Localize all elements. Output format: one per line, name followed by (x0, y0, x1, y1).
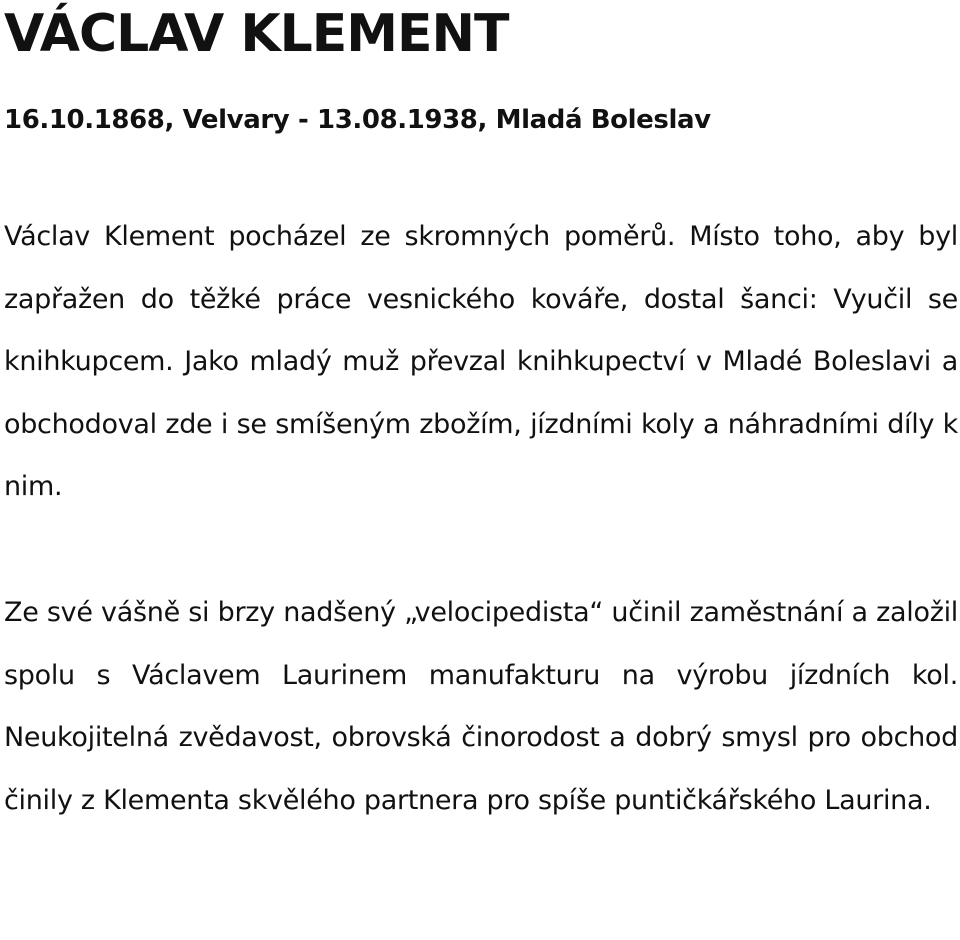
paragraph-1: Václav Klement pocházel ze skromných poměrů. Místo toho, aby byl zapřažen do těžké práce vesnického kováře, dostal šanci: Vyučil se knihkupcem. Jako mladý muž převzal knihkupectví v Mladé Boleslavi a obchodoval zde i se smíšeným zbožím, jízdními koly a náhradními díly k nim. (4, 221, 958, 502)
life-dates: 16.10.1868, Velvary - 13.08.1938, Mladá Boleslav (4, 105, 711, 135)
paragraph-2: Ze své vášně si brzy nadšený „velocipedista“ učinil zaměstnání a založil spolu s Václavem Laurinem manufakturu na výrobu jízdních kol. Neukojitelná zvědavost, obrovská činorodost a dobrý smysl pro obchod činily z Klementa skvělého partnera pro spíše puntičkářského Laurina. (4, 597, 958, 816)
page-title: VÁCLAV KLEMENT (4, 4, 509, 64)
